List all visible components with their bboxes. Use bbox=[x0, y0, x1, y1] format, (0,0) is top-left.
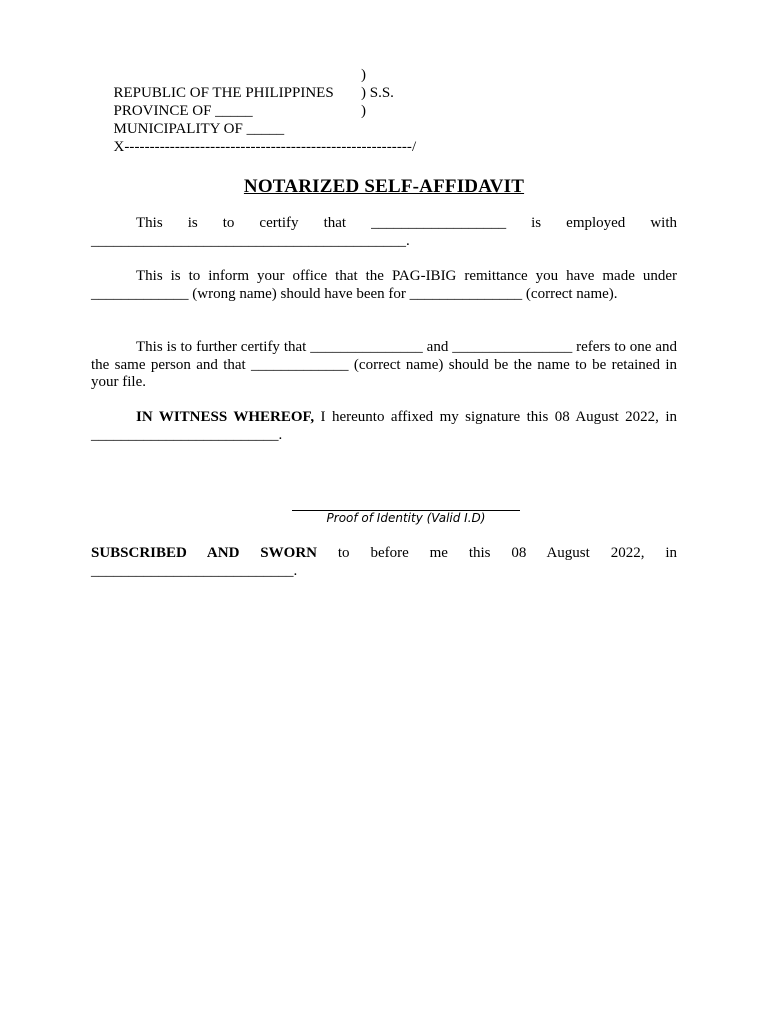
witness-heading: IN WITNESS WHEREOF, bbox=[136, 409, 315, 425]
caption-divider-text: X---------------------------------------------------------/ bbox=[113, 139, 417, 155]
document-title: NOTARIZED SELF-AFFIDAVIT bbox=[243, 176, 525, 197]
caption-divider-line bbox=[91, 120, 417, 155]
caption-ss-bracket: ) S.S. bbox=[361, 85, 394, 101]
paragraph-remittance: This is to inform your office that the PAG-IBIG remittance you have made under _____________ (wrong name) should have been for _______________ (correct name). bbox=[91, 268, 677, 302]
paragraph-employment bbox=[91, 215, 677, 250]
venue-caption bbox=[91, 66, 417, 155]
caption-municipality-line bbox=[91, 102, 416, 137]
caption-municipality-bracket: ) bbox=[361, 103, 366, 119]
paragraph-employment-line2: __________________________________________. bbox=[91, 232, 410, 249]
caption-province-line bbox=[91, 84, 416, 119]
paragraph-employment-line1: This is to certify that __________________ is employed with bbox=[136, 215, 677, 231]
caption-municipality-text: MUNICIPALITY OF _____ bbox=[113, 121, 285, 137]
paragraph-subscribed-line1 bbox=[91, 545, 677, 563]
caption-province-text: PROVINCE OF _____ bbox=[113, 103, 253, 119]
subscribed-heading: SUBSCRIBED AND SWORN bbox=[91, 545, 317, 561]
paragraph-subscribed bbox=[91, 545, 677, 580]
paragraph-subscribed-line2: ___________________________. bbox=[91, 562, 298, 579]
subscribed-text: to before me this 08 August 2022, in bbox=[317, 545, 677, 561]
paragraph-same-person: This is to further certify that _______________ and ________________ refers to one and the same person and that _____________ (correct name) should be the name to be retained in your file. bbox=[91, 339, 677, 390]
caption-republic-text: REPUBLIC OF THE PHILIPPINES bbox=[113, 85, 334, 101]
signature-caption: Proof of Identity (Valid I.D) bbox=[326, 511, 486, 525]
caption-republic-bracket: ) bbox=[361, 67, 366, 83]
paragraph-witness bbox=[91, 409, 677, 444]
witness-text: I hereunto affixed my signature this 08 August 2022, in _________________________. bbox=[91, 409, 677, 443]
